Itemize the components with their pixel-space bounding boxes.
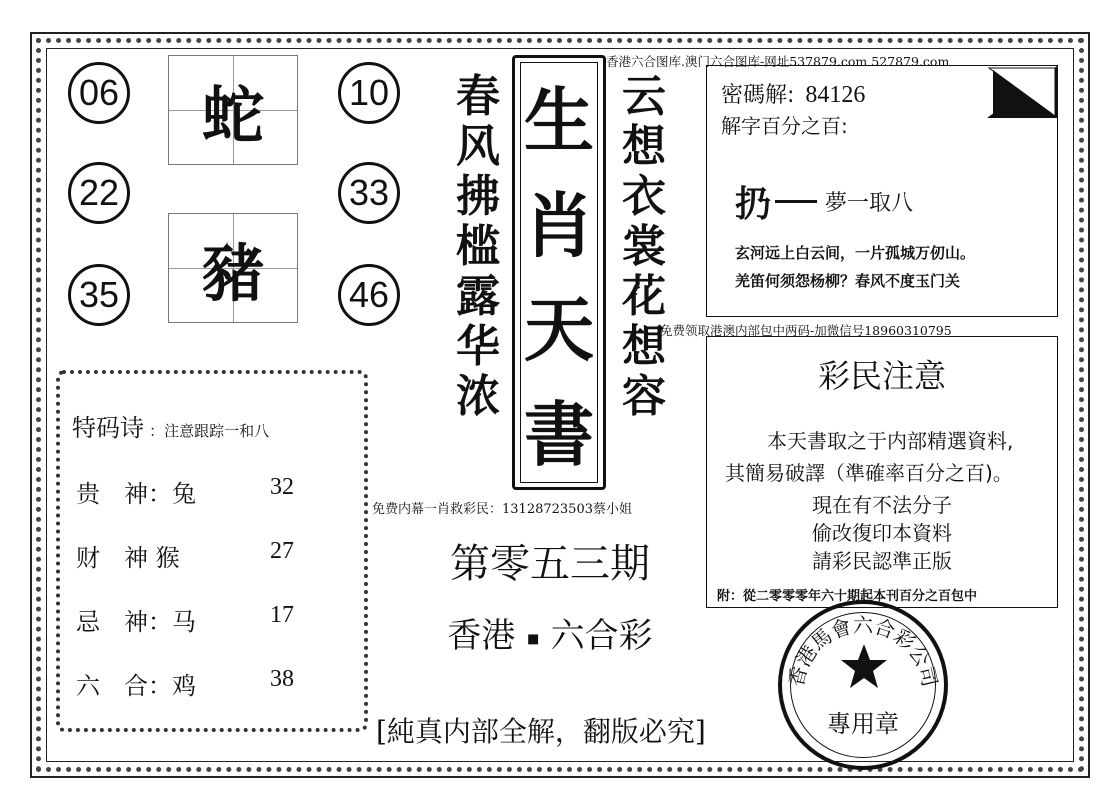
- riddle-line-2: 羌笛何须怨杨柳？春风不度玉门关: [735, 272, 961, 290]
- free-line: 免费内幕一肖救彩民：13128723503蔡小姐: [372, 502, 632, 517]
- title-box: [520, 62, 598, 483]
- number-ball: 10: [338, 62, 400, 124]
- riddle-dash: [775, 200, 817, 203]
- lottery-right: 六合彩: [550, 616, 653, 656]
- notice-line-5: 請彩民認準正版: [812, 549, 952, 573]
- poem-row-label: 财 神 猴: [76, 544, 180, 572]
- corner-triangle-icon: [987, 66, 1057, 118]
- poem-char: 拂: [456, 171, 500, 222]
- poem-char: 想: [622, 321, 666, 372]
- poem-char: 衣: [622, 171, 666, 222]
- poem-row-value: 38: [270, 666, 294, 692]
- poem-char: 露: [456, 271, 500, 322]
- poem-box-title: 特码诗: [72, 414, 144, 442]
- number-ball: 22: [68, 162, 130, 224]
- title-char: 肖: [524, 183, 594, 267]
- title-char: 書: [524, 393, 594, 477]
- number-ball: 46: [338, 264, 400, 326]
- notice-line-2: 其簡易破譯（準確率百分之百)。: [725, 461, 1013, 485]
- poem-char: 容: [622, 371, 666, 422]
- poem-row-value: 32: [270, 474, 294, 500]
- code-label: 密碼解:: [721, 83, 795, 108]
- poem-row-value: 17: [270, 602, 294, 628]
- lottery-left: 香港: [447, 616, 516, 656]
- stamp-label: 專用章: [827, 710, 899, 738]
- svg-text:香港馬會六合彩公司: 香港馬會六合彩公司: [783, 613, 943, 689]
- footer-note: [純真内部全解，翻版必究]: [376, 715, 706, 748]
- notice-line-4: 偷改復印本資料: [812, 521, 952, 545]
- zodiac-snake: 蛇: [201, 78, 264, 152]
- star-icon: [840, 644, 888, 690]
- number-ball: 33: [338, 162, 400, 224]
- poem-row-value: 27: [270, 538, 294, 564]
- poem-row-label: 六 合：鸡: [76, 672, 196, 700]
- issue-title: 第零五三期: [450, 541, 650, 587]
- notice-line-3: 現在有不法分子: [812, 493, 952, 517]
- poem-char: 想: [622, 121, 666, 172]
- poem-char: 花: [622, 271, 666, 322]
- poem-right-column: [618, 72, 670, 422]
- riddle-line-1: 玄河远上白云间，一片孤城万仞山。: [735, 244, 976, 262]
- poem-char: 裳: [622, 221, 666, 272]
- riddle-box: [706, 65, 1058, 317]
- poem-char: 风: [456, 121, 500, 172]
- title-char: 天: [524, 288, 594, 372]
- zodiac-pig: 豬: [201, 236, 264, 310]
- zodiac-box-top: [168, 55, 298, 165]
- poem-box: [56, 370, 368, 732]
- riddle-main-char: 扔: [735, 183, 772, 225]
- poem-char: 云: [622, 71, 666, 122]
- poem-row-label: 忌 神：马: [76, 608, 196, 636]
- notice-footnote: 附：從二零零零年六十期起本刊百分之百包中: [717, 589, 978, 604]
- riddle-subtitle: 解字百分之百:: [721, 114, 848, 138]
- title-char: 生: [524, 78, 594, 162]
- notice-title: 彩民注意: [817, 357, 946, 395]
- poem-char: 华: [456, 321, 500, 372]
- number-ball: 06: [68, 62, 130, 124]
- poem-char: 浓: [456, 371, 500, 422]
- notice-line-1: 本天書取之于内部精選資料,: [767, 429, 1014, 453]
- lottery-separator: ▪: [526, 625, 540, 650]
- poem-left-column: [452, 72, 504, 422]
- poem-char: 槛: [456, 221, 500, 272]
- poem-row-label: 贵 神：兔: [76, 480, 196, 508]
- lottery-name: [420, 608, 680, 657]
- official-stamp: [778, 600, 948, 770]
- contact-line: 免费领取港澳内部包中两码-加微信号18960310795: [660, 323, 952, 338]
- riddle-main-rest: 夢一取八: [825, 191, 914, 216]
- poem-char: 春: [456, 71, 500, 122]
- website-line: 香港六合图库.澳门六合图库-网址537879.com 527879.com: [606, 54, 950, 69]
- number-ball: 35: [68, 264, 130, 326]
- poem-box-note: ：注意跟踪一和八: [149, 422, 270, 440]
- code-value: 84126: [805, 82, 866, 108]
- zodiac-box-bottom: [168, 213, 298, 323]
- notice-box: [706, 336, 1058, 608]
